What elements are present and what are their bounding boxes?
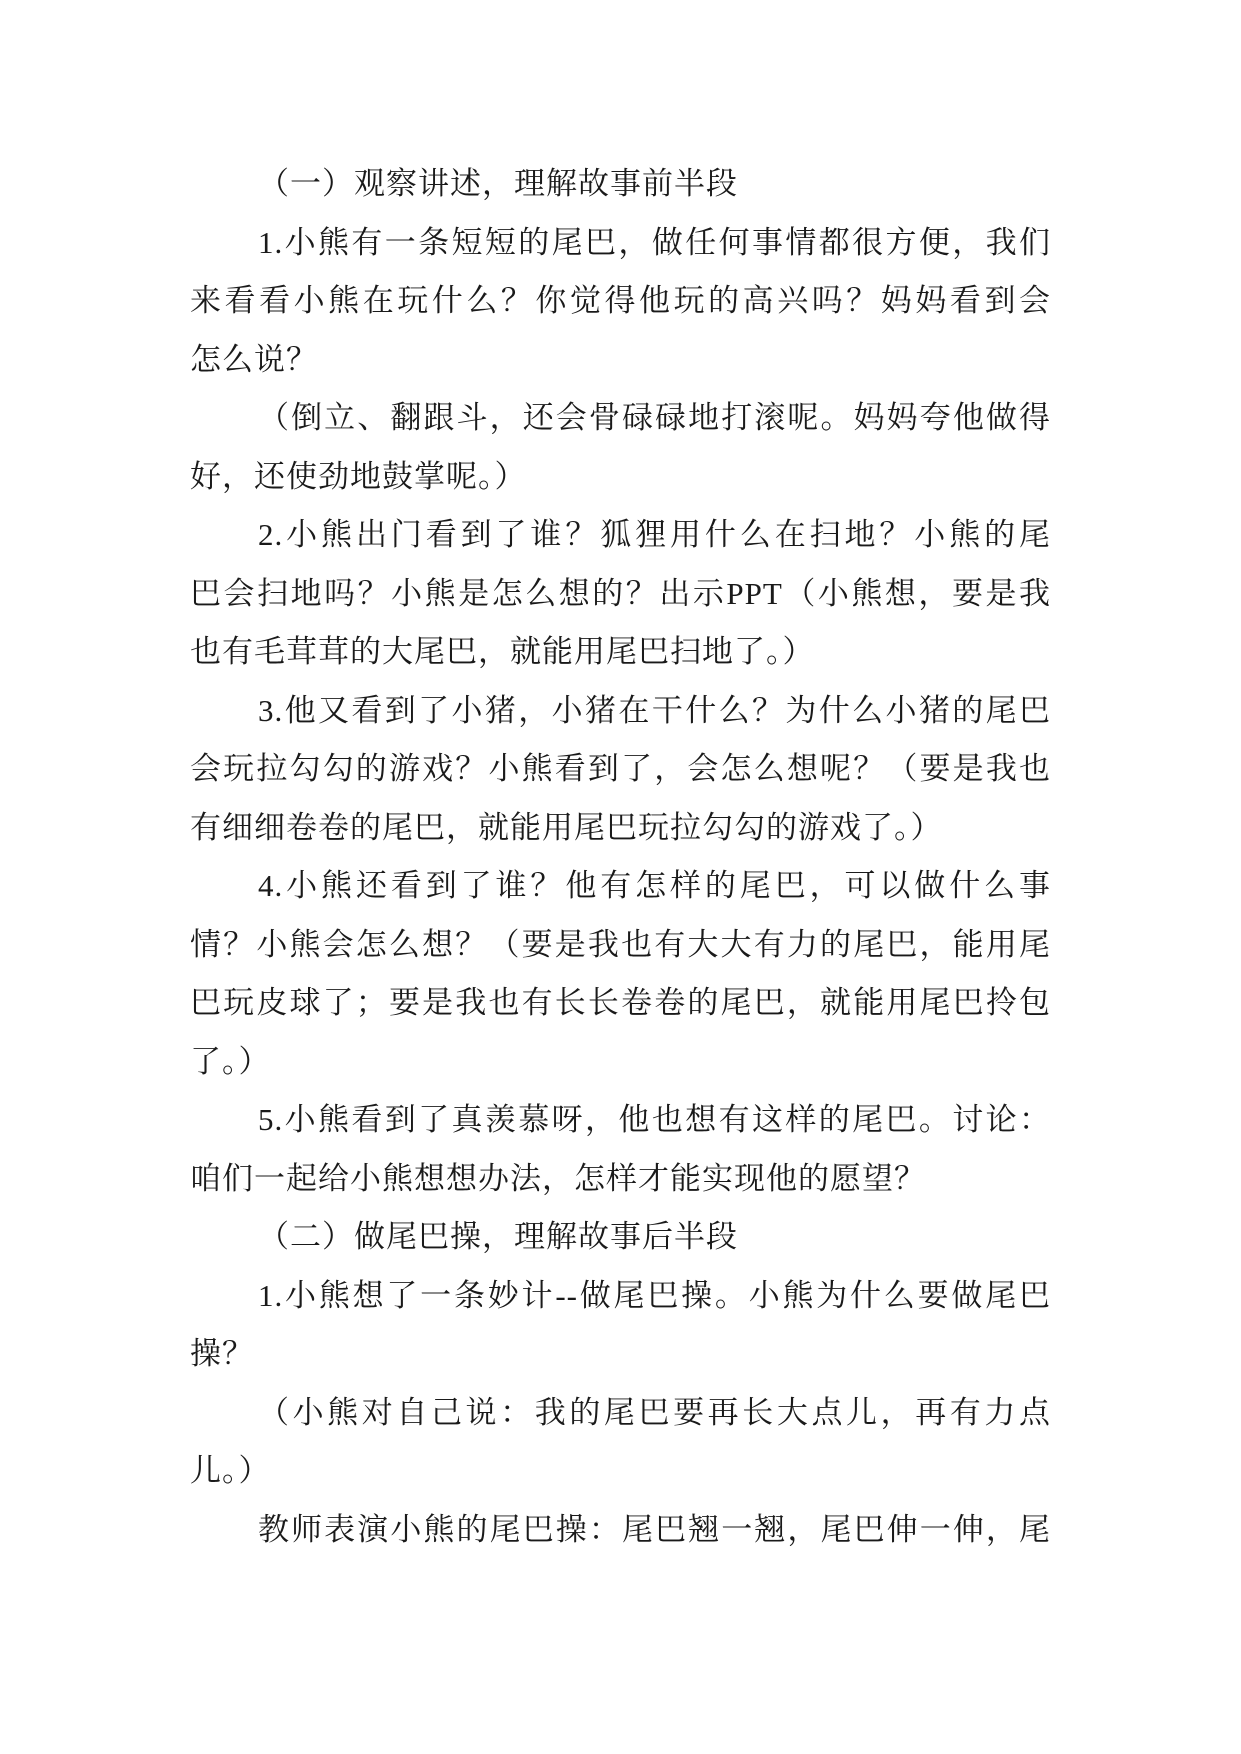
paragraph — [190, 682, 1051, 858]
paragraph — [190, 857, 1051, 1091]
text-line: （倒立、翻跟斗，还会骨碌碌地打滚呢。妈妈夸他做得 — [258, 400, 1051, 435]
paragraph — [190, 1267, 1051, 1384]
text-line: 情？小熊会怎么想？（要是我也有大大有力的尾巴，能用尾 — [190, 926, 1051, 962]
text-line: 1.小熊想了一条妙计--做尾巴操。小熊为什么要做尾巴 — [258, 1277, 1051, 1313]
paragraph — [190, 506, 1051, 682]
paragraph — [190, 1501, 1051, 1560]
paragraph — [190, 389, 1051, 506]
text-line: 3.他又看到了小猪，小猪在干什么？为什么小猪的尾巴 — [258, 692, 1051, 728]
text-line: 4.小熊还看到了谁？他有怎样的尾巴，可以做什么事 — [258, 868, 1051, 903]
text-line: 5.小熊看到了真羡慕呀，他也想有这样的尾巴。讨论： — [258, 1102, 1051, 1137]
text-line: 儿。） — [190, 1453, 271, 1488]
text-line: 了。） — [190, 1043, 271, 1079]
document-body — [190, 155, 1051, 1559]
paragraph — [190, 1091, 1051, 1208]
text-line: （小熊对自己说：我的尾巴要再长大点儿，再有力点 — [258, 1394, 1051, 1430]
section-heading: （一）观察讲述，理解故事前半段 — [258, 166, 738, 201]
text-line: 有细细卷卷的尾巴，就能用尾巴玩拉勾勾的游戏了。） — [190, 809, 943, 845]
text-line: 1.小熊有一条短短的尾巴，做任何事情都很方便，我们 — [258, 224, 1051, 260]
text-line: 会玩拉勾勾的游戏？小熊看到了，会怎么想呢？（要是我也 — [190, 751, 1051, 786]
text-line: 巴会扫地吗？小熊是怎么想的？出示PPT（小熊想，要是我 — [190, 575, 1051, 611]
paragraph — [190, 1384, 1051, 1501]
text-line: 2.小熊出门看到了谁？狐狸用什么在扫地？小熊的尾 — [258, 517, 1051, 552]
paragraph — [190, 214, 1051, 390]
text-line: 好，还使劲地鼓掌呢。） — [190, 458, 527, 494]
text-line: 教师表演小熊的尾巴操：尾巴翘一翘，尾巴伸一伸，尾 — [258, 1511, 1051, 1547]
section-2 — [190, 1208, 1051, 1559]
text-line: 操？ — [190, 1336, 254, 1371]
section-1 — [190, 155, 1051, 1208]
text-line: 巴玩皮球了；要是我也有长长卷卷的尾巴，就能用尾巴拎包 — [190, 985, 1051, 1020]
text-line: 来看看小熊在玩什么？你觉得他玩的高兴吗？妈妈看到会 — [190, 283, 1051, 318]
text-line: 怎么说？ — [190, 341, 318, 377]
text-line: 也有毛茸茸的大尾巴，就能用尾巴扫地了。） — [190, 634, 815, 669]
section-heading: （二）做尾巴操，理解故事后半段 — [258, 1219, 738, 1254]
text-line: 咱们一起给小熊想想办法，怎样才能实现他的愿望？ — [190, 1160, 926, 1196]
